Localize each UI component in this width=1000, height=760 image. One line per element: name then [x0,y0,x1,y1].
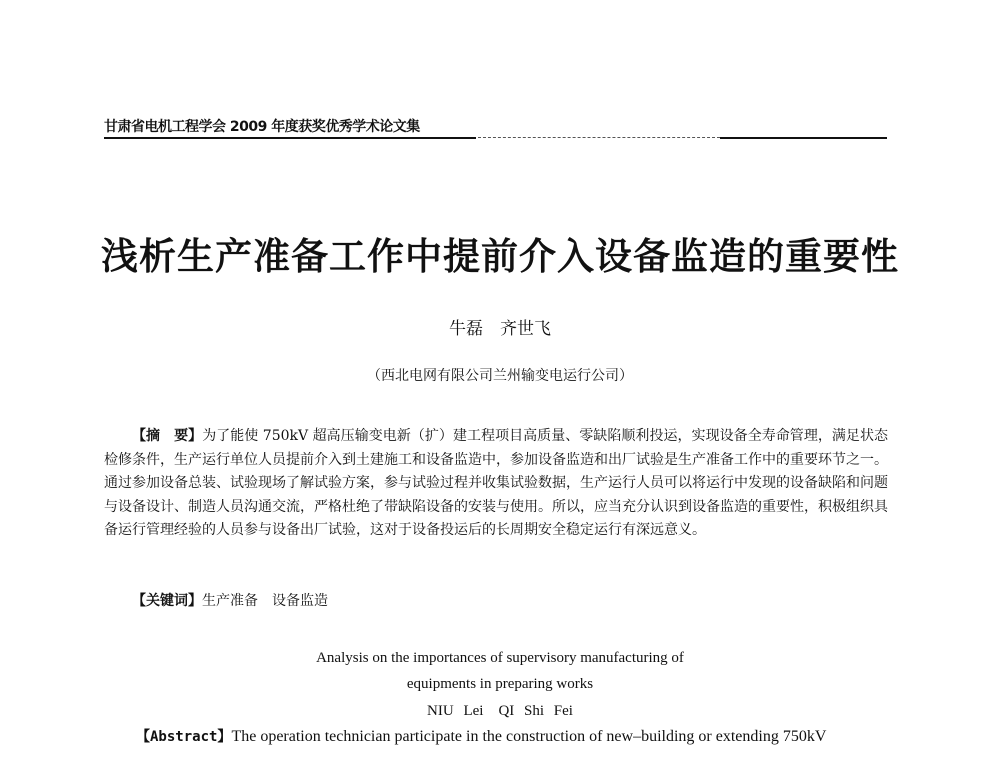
header-rule-dashed [478,137,720,138]
header-rule [104,137,476,139]
english-abstract-label: 【Abstract】 [136,729,232,745]
abstract-label: 【摘 要】 [132,428,203,444]
chinese-abstract [104,425,888,543]
keyword-item: 设备监造 [272,593,328,609]
keywords-label: 【关键词】 [132,593,202,609]
paper-affiliation: （西北电网有限公司兰州输变电运行公司） [367,368,633,384]
paper-title: 浅析生产准备工作中提前介入设备监造的重要性 [101,234,899,278]
english-abstract [104,724,888,750]
english-title [0,645,1000,697]
running-header: 甘肃省电机工程学会 2009 年度获奖优秀学术论文集 [104,119,420,135]
keyword-item: 生产准备 [202,593,258,609]
header-rule-right [720,137,887,139]
paper-authors: 牛磊 齐世飞 [449,319,551,339]
english-title-line: equipments in preparing works [406,676,594,692]
english-authors: NIU Lei QI Shi Fei [427,703,573,719]
english-title-line: Analysis on the importances of supervisory manufacturing of [316,650,684,666]
abstract-text: 为了能使 750kV 超高压输变电新（扩）建工程项目高质量、零缺陷顺利投运，实现设备全寿命管理，满足状态检修条件，生产运行单位人员提前介入到土建施工和设备监造中，参加设备监造和出厂试验是生产准备工作中的重要环节之一。通过参加设备总装、试验现场了解试验方案，参与试验过程并收集试验数据，生产运行人员可以将运行中发现的设备缺陷和问题与设备设计、制造人员沟通交流，严格杜绝了带缺陷设备的安装与使用。所以，应当充分认识到设备监造的重要性，积极组织具备运行管理经验的人员参与设备出厂试验，这对于设备投运后的长周期安全稳定运行有深远意义。 [104,428,889,539]
english-abstract-text: The operation technician participate in the construction of new–building or extending 750kV [231,728,827,745]
chinese-keywords [132,590,342,610]
